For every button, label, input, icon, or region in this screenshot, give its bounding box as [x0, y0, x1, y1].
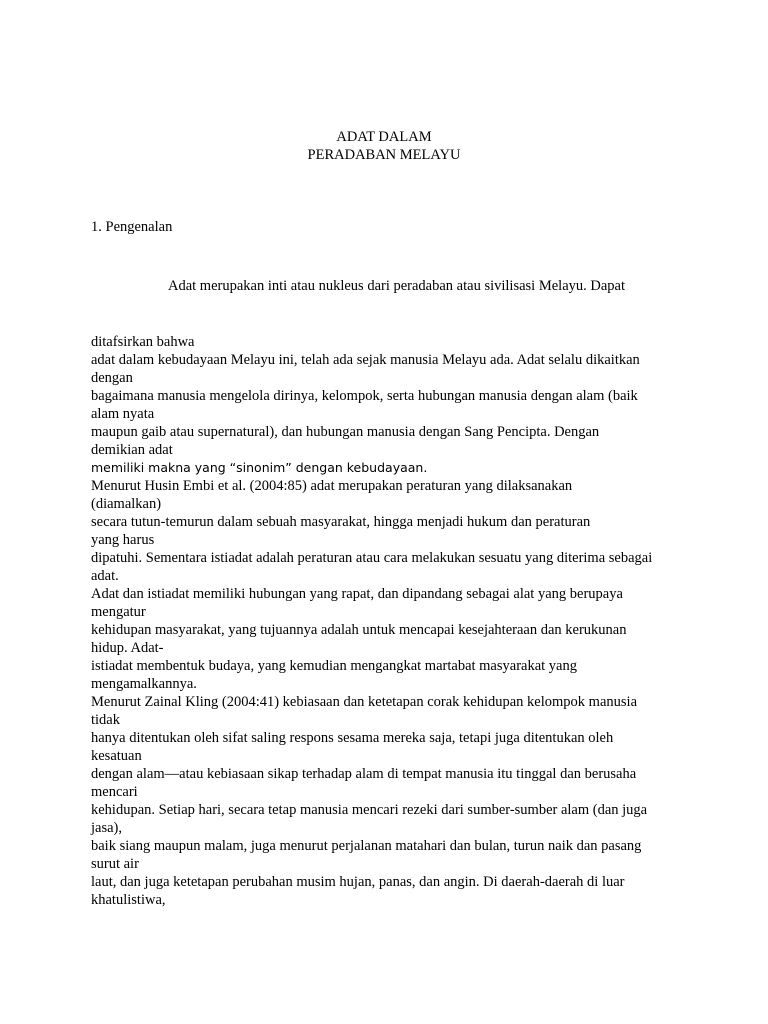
body-line: yang harus — [91, 532, 155, 548]
body-line: (diamalkan) — [91, 496, 162, 512]
body-line: ditafsirkan bahwa — [91, 334, 195, 350]
body-line: jasa), — [91, 820, 122, 836]
body-line: mengamalkannya. — [91, 676, 197, 692]
body-text — [91, 333, 691, 909]
body-line: dengan alam—atau kebiasaan sikap terhadap alam di tempat manusia itu tinggal dan berusaha — [91, 766, 637, 782]
body-line: dipatuhi. Sementara istiadat adalah peraturan atau cara melakukan sesuatu yang diterima sebagai — [91, 550, 653, 566]
body-line: laut, dan juga ketetapan perubahan musim hujan, panas, dan angin. Di daerah-daerah di luar — [91, 874, 625, 890]
body-line: adat dalam kebudayaan Melayu ini, telah ada sejak manusia Melayu ada. Adat selalu dikaitkan — [91, 352, 640, 368]
body-line: kesatuan — [91, 748, 142, 764]
body-line: bagaimana manusia mengelola dirinya, kelompok, serta hubungan manusia dengan alam (baik — [91, 388, 638, 404]
body-line: mencari — [91, 784, 138, 800]
title-line-2: PERADABAN MELAYU — [307, 147, 461, 163]
body-line: adat. — [91, 568, 119, 584]
body-line: kehidupan masyarakat, yang tujuannya adalah untuk mencapai kesejahteraan dan kerukunan — [91, 622, 627, 638]
body-line: istiadat membentuk budaya, yang kemudian mengangkat martabat masyarakat yang — [91, 658, 577, 674]
body-line: dengan — [91, 370, 133, 386]
body-line: mengatur — [91, 604, 146, 620]
section-heading: 1. Pengenalan — [91, 219, 173, 235]
body-line: Menurut Zainal Kling (2004:41) kebiasaan dan ketetapan corak kehidupan kelompok manusia — [91, 694, 638, 710]
body-line: khatulistiwa, — [91, 892, 166, 908]
body-line: secara tutun-temurun dalam sebuah masyarakat, hingga menjadi hukum dan peraturan — [91, 514, 591, 530]
body-line: surut air — [91, 856, 139, 872]
body-line: baik siang maupun malam, juga menurut perjalanan matahari dan bulan, turun naik dan pasang — [91, 838, 642, 854]
body-line: hidup. Adat- — [91, 640, 164, 656]
body-line: demikian adat — [91, 442, 173, 458]
body-line: tidak — [91, 712, 120, 728]
body-line: kehidupan. Setiap hari, secara tetap manusia mencari rezeki dari sumber-sumber alam (dan juga — [91, 802, 648, 818]
body-line: Menurut Husin Embi et al. (2004:85) adat merupakan peraturan yang dilaksanakan — [91, 478, 573, 494]
body-line: memiliki makna yang “sinonim” dengan kebudayaan. — [91, 460, 428, 475]
title-line-1: ADAT DALAM — [336, 129, 432, 145]
body-line: maupun gaib atau supernatural), dan hubungan manusia dengan Sang Pencipta. Dengan — [91, 424, 600, 440]
document-title — [0, 128, 768, 164]
intro-paragraph-line: Adat merupakan inti atau nukleus dari peradaban atau sivilisasi Melayu. Dapat — [168, 278, 626, 294]
body-line: alam nyata — [91, 406, 155, 422]
body-line: Adat dan istiadat memiliki hubungan yang rapat, dan dipandang sebagai alat yang berupaya — [91, 586, 623, 602]
body-line: hanya ditentukan oleh sifat saling respons sesama mereka saja, tetapi juga ditentukan oleh — [91, 730, 614, 746]
